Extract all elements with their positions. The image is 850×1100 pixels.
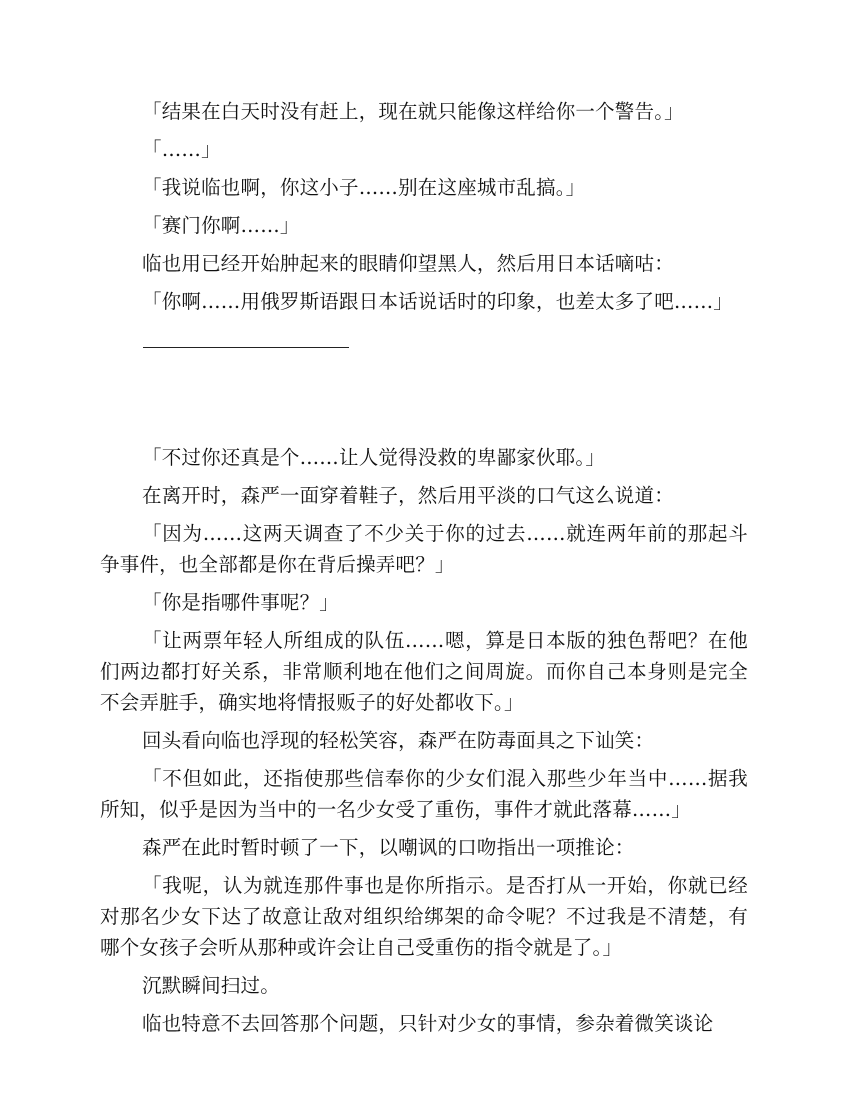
separator-rule — [143, 347, 349, 348]
paragraph: 「不但如此，还指使那些信奉你的少女们混入那些少年当中……据我所知，似乎是因为当中的一名少女受了重伤，事件才就此落幕……」 — [100, 767, 748, 821]
paragraph: 「你是指哪件事呢？」 — [142, 591, 340, 614]
paragraph: 「因为……这两天调查了不少关于你的过去……就连两年前的那起斗争事件，也全部都是你在背后操弄吧？」 — [100, 522, 748, 576]
paragraph: 「结果在白天时没有赶上，现在就只能像这样给你一个警告。」 — [142, 100, 684, 123]
paragraph: 回头看向临也浮现的轻松笑容，森严在防毒面具之下讪笑： — [142, 729, 655, 752]
paragraph: 「不过你还真是个……让人觉得没救的卑鄙家伙耶。」 — [142, 446, 606, 469]
paragraph: 「赛门你啊……」 — [142, 214, 300, 237]
paragraph: 「你啊……用俄罗斯语跟日本话说话时的印象，也差太多了吧……」 — [142, 290, 734, 313]
paragraph: 森严在此时暂时顿了一下，以嘲讽的口吻指出一项推论： — [142, 836, 635, 859]
paragraph: 在离开时，森严一面穿着鞋子，然后用平淡的口气这么说道： — [142, 484, 674, 507]
paragraph: 「让两票年轻人所组成的队伍……嗯，算是日本版的独色帮吧？在他们两边都打好关系，非常顺利地在他们之间周旋。而你自己本身则是完全不会弄脏手，确实地将情报贩子的好处都收下。」 — [100, 629, 748, 714]
paragraph: 「我呢，认为就连那件事也是你所指示。是否打从一开始，你就已经对那名少女下达了故意让敌对组织给绑架的命令呢？不过我是不清楚，有哪个女孩子会听从那种或许会让自己受重伤的指令就是了。」 — [100, 874, 748, 959]
section-separator — [100, 317, 748, 373]
paragraph: 临也用已经开始肿起来的眼睛仰望黑人，然后用日本话嘀咕： — [142, 252, 674, 275]
text-block-1 — [100, 96, 748, 373]
paragraph: 沉默瞬间扫过。 — [142, 974, 280, 997]
paragraph: 临也特意不去回答那个问题，只针对少女的事情，参杂着微笑谈论 — [142, 1012, 714, 1035]
paragraph: 「……」 — [142, 138, 221, 161]
paragraph: 「我说临也啊，你这小子……别在这座城市乱搞。」 — [142, 176, 586, 199]
text-block-2 — [100, 442, 748, 1039]
